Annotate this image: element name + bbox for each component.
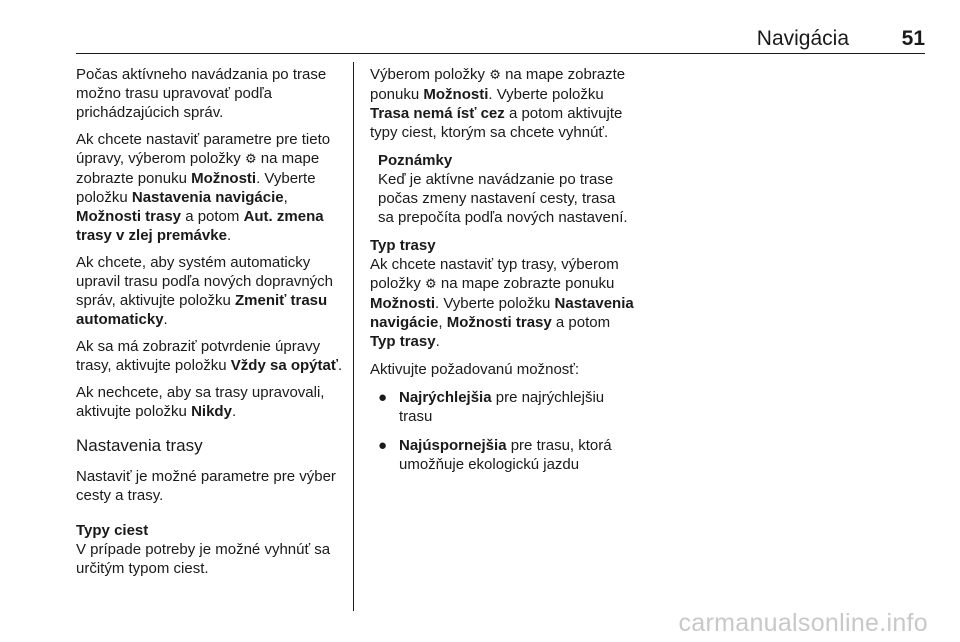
- page-number: 51: [901, 27, 925, 50]
- note-heading: Poznámky: [378, 152, 453, 169]
- header-rule: [76, 53, 925, 54]
- paragraph: Ak sa má zobraziť potvrdenie úpravy trasy, aktivujte položku Vždy sa opýtať.: [76, 338, 343, 374]
- page-header: [76, 26, 925, 52]
- paragraph: Ak chcete, aby systém automaticky upravil trasu podľa nových dopravných správ, aktivujte položku Zmeniť trasu automaticky.: [76, 254, 334, 328]
- left-column: [76, 65, 344, 586]
- bullet-icon: ●: [378, 437, 388, 454]
- note-text: Keď je aktívne navádzanie po trase počas zmeny nastavení cesty, trasa sa prepočíta podľa nových nastavení.: [378, 171, 628, 226]
- note-block: [370, 151, 635, 227]
- bullet-icon: ●: [378, 389, 388, 406]
- settings-gear-icon: ⚙: [489, 68, 501, 83]
- paragraph: Typ trasy Ak chcete nastaviť typ trasy, výberom položky ⚙ na mape zobrazte ponuku Možnosti. Vyberte položku Nastavenia navigácie, Možnosti trasy a potom Typ trasy.: [370, 237, 634, 350]
- paragraph: Typy ciest V prípade potreby je možné vyhnúť sa určitým typom ciest.: [76, 521, 344, 578]
- paragraph: Nastaviť je možné parametre pre výber cesty a trasy.: [76, 468, 336, 504]
- right-column: [370, 65, 635, 484]
- settings-gear-icon: ⚙: [244, 152, 257, 167]
- paragraph: Ak nechcete, aby sa trasy upravovali, aktivujte položku Nikdy.: [76, 384, 325, 420]
- list-item: ● Najúspornejšia pre trasu, ktorá umožňuje ekologickú jazdu: [378, 437, 612, 473]
- paragraph: Aktivujte požadovanú možnosť:: [370, 361, 580, 378]
- page-title: Navigácia: [756, 27, 849, 50]
- paragraph: Počas aktívneho navádzania po trase možno trasu upravovať podľa prichádzajúcich správ.: [76, 66, 327, 121]
- settings-gear-icon: ⚙: [425, 277, 437, 292]
- list-item: ● Najrýchlejšia pre najrýchlejšiu trasu: [378, 389, 605, 425]
- paragraph: Ak chcete nastaviť parametre pre tieto úpravy, výberom položky ⚙ na mape zobrazte ponuku Možnosti. Vyberte položku Nastavenia navigácie, Možnosti trasy a potom Aut. zmena trasy v zlej premávke.: [76, 131, 331, 244]
- paragraph: Výberom položky ⚙ na mape zobrazte ponuku Možnosti. Vyberte položku Trasa nemá ísť cez a potom aktivujte typy ciest, ktorým sa chcete vyhnúť.: [370, 66, 626, 141]
- subheading: Typy ciest: [76, 522, 149, 539]
- subheading: Typ trasy: [370, 237, 436, 254]
- column-divider: [353, 62, 354, 611]
- watermark: carmanualsonline.info: [678, 609, 928, 637]
- section-heading: Nastavenia trasy: [76, 436, 203, 455]
